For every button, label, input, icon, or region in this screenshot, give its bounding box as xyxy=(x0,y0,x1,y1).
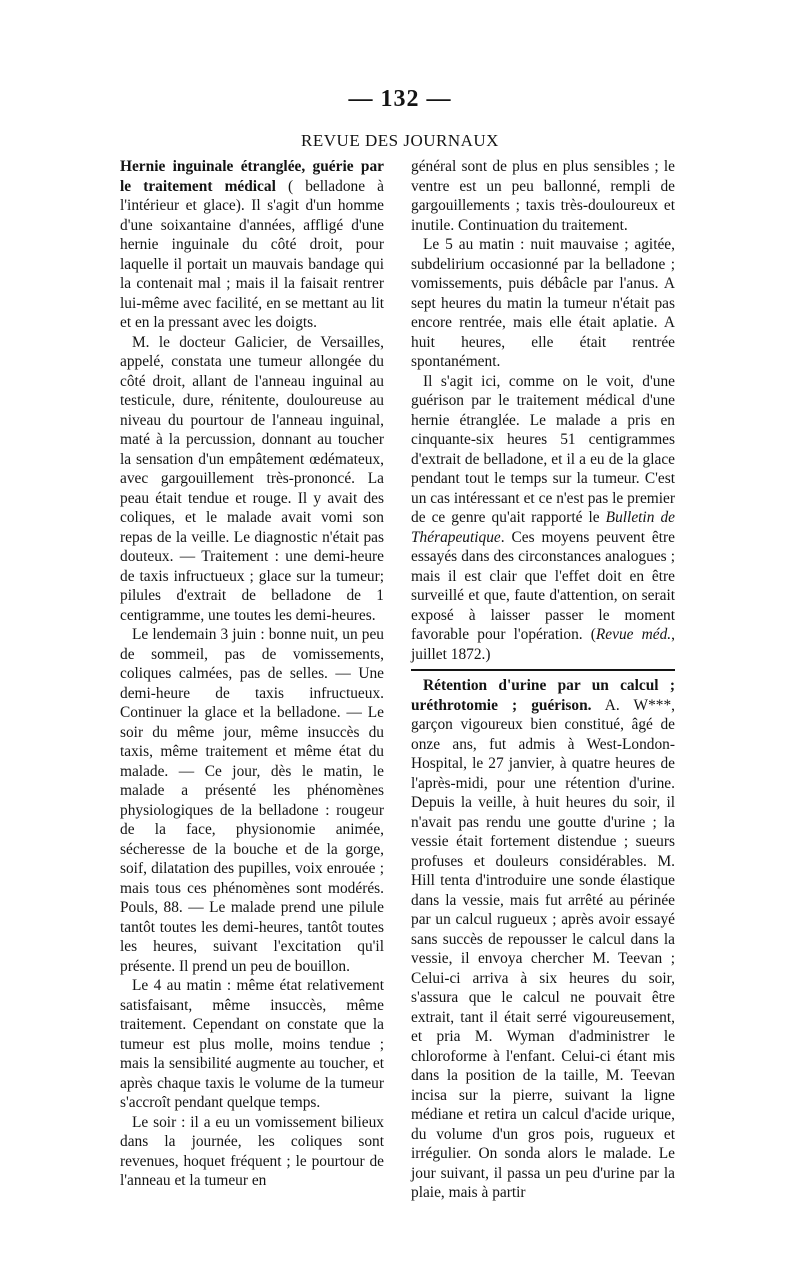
right-column xyxy=(411,157,675,1203)
article-1-paragraph: Le 5 au matin : nuit mauvaise ; agitée, subdelirium occasionné par la belladone ; vomissements, puis débâcle par l'anus. A sept heures du matin la tumeur n'était pas encore rentrée, mais elle était aplatie. A huit heures, elle était rentrée spontanément. xyxy=(411,236,675,370)
article-2-paragraph xyxy=(411,676,675,1203)
article-1-paragraph: Le 4 au matin : même état relativement satisfaisant, même insuccès, même traitement. Cependant on constate que la tumeur est plus molle, moins tendue ; mais la sensibilité augmente au toucher, et après chaque taxis le volume de la tumeur s'accroît pendant quelque temps. xyxy=(120,977,384,1111)
article-1-paragraph: Le lendemain 3 juin : bonne nuit, un peu de sommeil, pas de vomissements, coliques calmées, pas de selles. — Une demi-heure de taxis infructueux. Continuer la glace et la belladone. — Le soir du même jour, même insuccès du taxis, même traitement et même état du malade. — Ce jour, dès le matin, le malade a présenté les phénomènes physiologiques de la belladone : rougeur de la face, physionomie animée, sécheresse de la bouche et de la gorge, soif, dilatation des pupilles, voix enrouée ; mais tous ces phénomènes sont modérés. Pouls, 88. — Le malade prend une pilule tantôt toutes les demi-heures, tantôt toutes les heures, suivant l'excitation qu'il présente. Il prend un peu de bouillon. xyxy=(120,626,384,975)
page-number: — 132 — xyxy=(348,86,452,112)
article-2-text: A. W***, garçon vigoureux bien constitué, âgé de onze ans, fut admis à West-London-Hospital, le 27 janvier, à quatre heures de l'après-midi, pour une rétention d'urine. Depuis la veille, à huit heures du soir, il n'avait pas rendu une goutte d'urine ; la vessie était fortement distendue ; sueurs profuses et douleurs considérables. M. Hill tenta d'introduire une sonde élastique dans la vessie, mais fut arrêté au périnée par un calcul rugueux ; après avoir essayé sans succès de repousser le calcul dans la vessie, il envoya chercher M. Teevan ; Celui-ci arriva à six heures du soir, s'assura que le calcul ne pouvait être extrait, tant il était serré vigoureusement, et pria M. Wyman d'administrer le chloroforme à l'enfant. Celui-ci étant mis dans la position de la taille, M. Teevan incisa sur la pierre, suivant la ligne médiane et retira un calcul d'acide urique, du volume d'un gros pois, rugueux et irrégulier. On sonda alors le malade. Le jour suivant, il passa un peu d'urine par la plaie, mais à partir xyxy=(411,696,675,1201)
running-head: REVUE DES JOURNAUX xyxy=(301,131,499,150)
journal-name: Bulletin de Thérapeutique xyxy=(411,509,675,546)
source-citation: Revue méd. xyxy=(595,626,672,643)
article-1-title: Hernie inguinale étranglée, guérie par le traitement médical xyxy=(120,158,384,195)
article-1-paragraph: Il s'agit ici, comme on le voit, d'une guérison par le traitement médical d'une hernie étranglée. Le malade a pris en cinquante-six heures 51 centigrammes d'extrait de belladone, et il a eu de la glace pendant tout le temps sur la tumeur. C'est un cas intéressant et ce n'est pas le premier de ce genre qu'ait rapporté le Bulletin de Thérapeutique. Ces moyens peuvent être essayés dans des circonstances analogues ; mais il est clair que l'effet doit en être surveillé et que, faute d'attention, on serait exposé à laisser passer le moment favorable pour l'opération. (Revue méd., juillet 1872.) xyxy=(411,372,675,663)
article-divider xyxy=(411,669,675,671)
article-1-paragraph xyxy=(120,157,384,333)
article-2-title: Rétention d'urine par un calcul ; uréthrotomie ; guérison. xyxy=(411,677,675,714)
article-1-text: ( belladone à l'intérieur et glace). Il s'agit d'un homme d'une soixantaine d'années, affligé d'une hernie inguinale du côté droit, pour laquelle il portait un mauvais bandage qui la contenait mal ; mais il la faisait rentrer lui-même avec facilité, en se mettant au lit et en la pressant avec les doigts. xyxy=(120,177,385,331)
article-1-paragraph: Le soir : il a eu un vomissement bilieux dans la journée, les coliques sont revenues, hoquet fréquent ; le pourtour de l'anneau et la tumeur en xyxy=(120,1113,384,1189)
article-1-paragraph: général sont de plus en plus sensibles ; le ventre est un peu ballonné, rempli de gargouillements ; taxis très-douloureux et inutile. Continuation du traitement. xyxy=(411,158,675,234)
article-1-paragraph: M. le docteur Galicier, de Versailles, appelé, constata une tumeur allongée du côté droit, allant de l'anneau inguinal au testicule, dure, rénitente, douloureuse au niveau du pourtour de l'anneau inguinal, maté à la percussion, donnant au toucher la sensation d'un empâtement œdémateux, avec gargouillement très-prononcé. La peau était tendue et rouge. Il y avait des coliques, et le malade avait vomi son repas de la veille. Le diagnostic n'était pas douteux. — Traitement : une demi-heure de taxis infructueux ; glace sur la tumeur; pilules d'extrait de belladone de 1 centigramme, une toutes les demi-heures. xyxy=(120,333,384,624)
left-column xyxy=(120,157,384,1191)
